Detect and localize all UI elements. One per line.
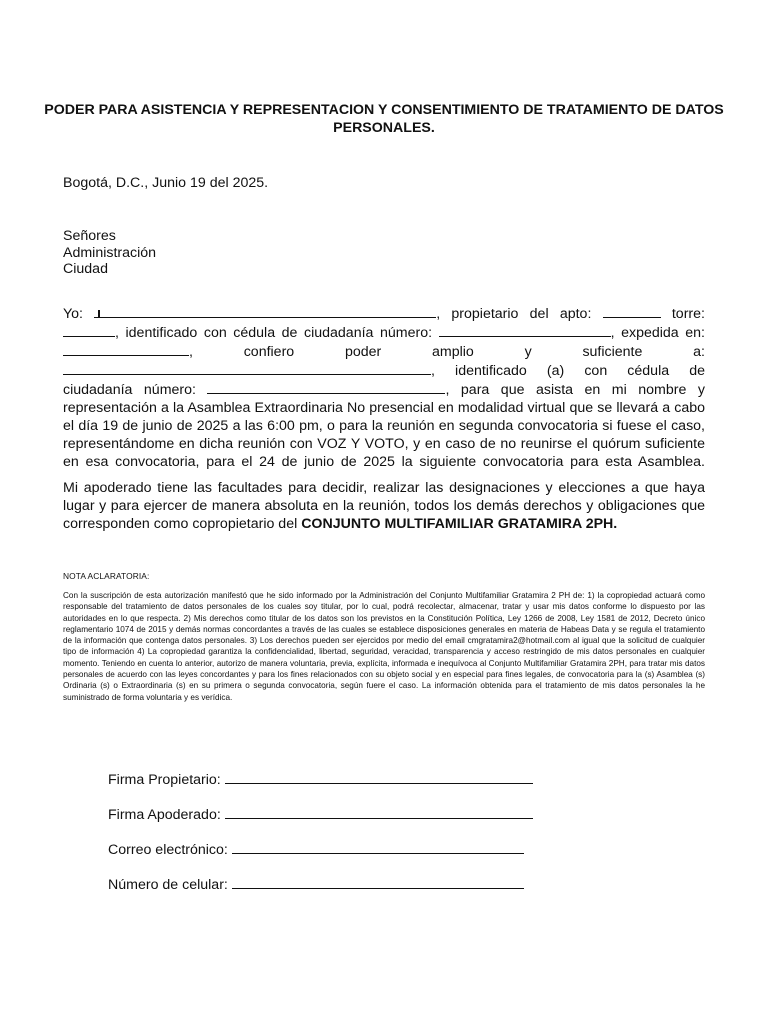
- firma-apoderado-line[interactable]: [225, 804, 533, 819]
- proxy-paragraph: [63, 304, 705, 471]
- ciudadania-label: ciudadanía número:: [63, 382, 196, 398]
- correo-line[interactable]: [232, 839, 524, 854]
- fill-line-1: [63, 304, 705, 323]
- addressee-line-1: Señores: [63, 228, 116, 244]
- apto-blank[interactable]: [603, 304, 661, 318]
- signature-row-apoderado: [108, 804, 533, 839]
- fill-line-2: [63, 323, 705, 342]
- powers-paragraph: [63, 479, 705, 533]
- identificado-label: , identificado con cédula de ciudadanía número:: [115, 325, 433, 341]
- expedida-blank[interactable]: [63, 342, 189, 356]
- proxy-rest-text: , para que asista en mi nombre y representación a la Asamblea Extraordinaria No presencial en modalidad virtual que se llevará a cabo el día 19 de junio de 2025 a las 6:00 pm, o para la reunión en segunda convocatoria si fuese el caso, representándome en dicha reunión con VOZ Y VOTO, y en caso de no reunirse el quórum suficiente en esa convocatoria, para el 24 de junio de 2025 la siguiente convocatoria para esta Asamblea.: [63, 382, 705, 470]
- torre-blank[interactable]: [63, 323, 115, 337]
- name-blank[interactable]: [94, 304, 436, 318]
- fill-line-4: [63, 361, 705, 380]
- cedula-blank[interactable]: [439, 323, 611, 337]
- signature-block: [108, 769, 533, 909]
- date-line: Bogotá, D.C., Junio 19 del 2025.: [63, 175, 269, 191]
- note-body: Con la suscripción de esta autorización manifestó que he sido informado por la Administración del Conjunto Multifamiliar Gratamira 2 PH de: 1) la copropiedad actuará como responsable del tratamiento de datos personales de los cuales soy titular, por lo cual, podrá recolectar, almacenar, tratar y usar mis datos conforme lo dispuesto por las autoridades en lo que respecta. 2) Mis derechos como titular de los datos son los previstos en la Constitución Política, Ley 1266 de 2008, Ley 1581 de 2012, Decreto único reglamentario 1074 de 2015 y demás normas concordantes a través de las cuales se establece disposiciones generales en materia de Habeas Data y se regula el tratamiento de la información que contenga datos personales. 3) Los derechos pueden ser ejercidos por medio del email cmgratamira2@hotmail.com al igual que la solicitud de cualquier tipo de información 4) La copropiedad garantiza la confidencialidad, libertad, seguridad, veracidad, transparencia y acceso restringido de mis datos personales en cualquier momento. Teniendo en cuenta lo anterior, autorizo de manera voluntaria, previa, explícita, informada e inequívoca al Conjunto Multifamiliar Gratamira 2PH, para tratar mis datos personales de acuerdo con las leyes concordantes y para los fines relacionados con su objeto social y en especial para fines legales, de convocatoria para la (s) Asamblea (s) Ordinaria (s) o Extraordinaria (s) en su primera o segunda convocatoria, según fuere el caso. La información obtenida para el tratamiento de mis datos personales la he suministrado de forma voluntaria y es verídica.: [63, 591, 705, 702]
- firma-apoderado-label: Firma Apoderado:: [108, 807, 221, 823]
- body-block: [63, 304, 705, 533]
- note-heading: NOTA ACLARATORIA:: [63, 571, 150, 581]
- document-title: PODER PARA ASISTENCIA Y REPRESENTACION Y CONSENTIMIENTO DE TRATAMIENTO DE DATOS PERSONALES.: [44, 102, 724, 136]
- firma-propietario-line[interactable]: [225, 769, 533, 784]
- addressee-block: [63, 228, 156, 278]
- torre-label: torre:: [671, 306, 705, 322]
- identificado2-label: , identificado (a) con cédula de: [431, 363, 705, 379]
- signature-row-celular: [108, 874, 533, 909]
- apoderado-cedula-blank[interactable]: [207, 380, 445, 394]
- addressee-line-2: Administración: [63, 244, 157, 261]
- fill-line-5: [63, 380, 705, 471]
- conjunto-name: CONJUNTO MULTIFAMILIAR GRATAMIRA 2PH.: [301, 516, 618, 532]
- celular-line[interactable]: [232, 874, 524, 889]
- signature-row-correo: [108, 839, 533, 874]
- fill-line-3: [63, 342, 705, 361]
- addressee-line-3: Ciudad: [63, 261, 108, 278]
- expedida-label: , expedida en:: [610, 325, 705, 341]
- celular-label: Número de celular:: [108, 877, 228, 893]
- apoderado-name-blank[interactable]: [63, 361, 431, 375]
- yo-label: Yo:: [63, 306, 83, 322]
- confiero-label: , confiero poder amplio y suficiente a:: [189, 344, 705, 360]
- signature-row-propietario: [108, 769, 533, 804]
- propietario-label: , propietario del apto:: [436, 306, 592, 322]
- firma-propietario-label: Firma Propietario:: [108, 772, 221, 788]
- powers-text: Mi apoderado tiene las facultades para decidir, realizar las designaciones y elecciones a que haya lugar y para ejercer de manera absoluta en la reunión, todos los demás derechos y obligaciones que corresponden como copropietario del: [63, 480, 705, 532]
- correo-label: Correo electrónico:: [108, 842, 228, 858]
